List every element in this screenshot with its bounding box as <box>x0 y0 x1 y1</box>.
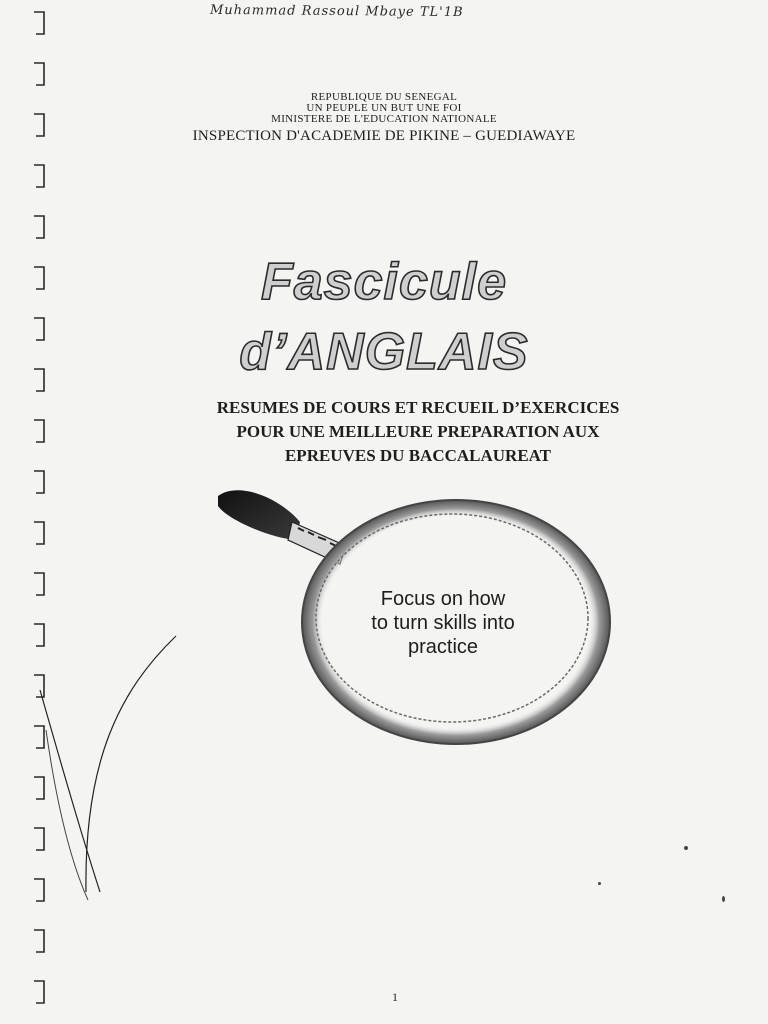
subtitle-line-1: RESUMES DE COURS ET RECUEIL D’EXERCICES <box>216 398 620 417</box>
header-motto: UN PEUPLE UN BUT UNE FOI <box>306 102 462 114</box>
subtitle-line-3: EPREUVES DU BACCALAUREAT <box>284 446 552 465</box>
header-republic: REPUBLIQUE DU SENEGAL <box>310 91 458 103</box>
title-line-1: Fascicule <box>260 253 508 311</box>
header-ministry: MINISTERE DE L'EDUCATION NATIONALE <box>271 113 497 125</box>
header-inspection: INSPECTION D'ACADEMIE DE PIKINE – GUEDIAWAYE <box>192 128 576 144</box>
lens-caption-line-1: Focus on how <box>380 588 506 610</box>
page-number: 1 <box>392 990 398 1004</box>
lens-caption <box>348 587 538 659</box>
title-line-2: d’ANGLAIS <box>239 323 529 381</box>
lens-caption-line-3: practice <box>407 636 479 658</box>
subtitle-line-2: POUR UNE MEILLEURE PREPARATION AUX <box>236 422 600 441</box>
handwritten-owner-name: Muhammad Rassoul Mbaye TL'1B <box>209 2 464 21</box>
scan-speck <box>684 846 688 850</box>
scan-speck <box>598 882 601 885</box>
scan-speck <box>722 896 725 902</box>
lens-caption-line-2: to turn skills into <box>371 612 515 634</box>
magnifier-handle <box>218 490 300 540</box>
